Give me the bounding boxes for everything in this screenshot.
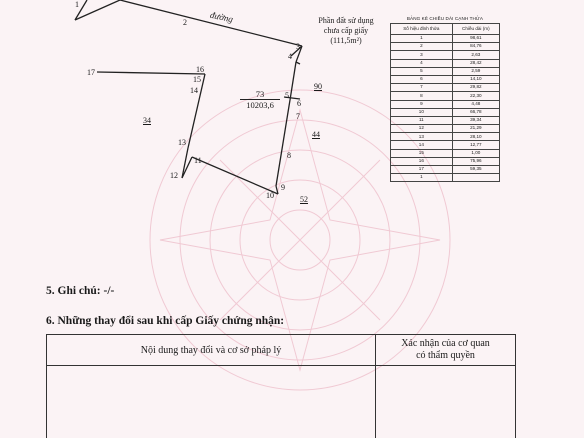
point-label: 8: [287, 151, 291, 160]
table-row: [391, 108, 500, 116]
vertex-cell: 5: [391, 67, 453, 75]
length-cell: 59,35: [452, 166, 499, 174]
table-row: [391, 116, 500, 124]
point-label: 5: [285, 91, 289, 100]
boundary-4-6: [290, 62, 296, 100]
point-label: 11: [194, 156, 202, 165]
boundary-13-12: [182, 148, 188, 178]
parcel-id: [240, 89, 280, 110]
point-label: 13: [178, 138, 186, 147]
length-cell: 1,00: [452, 149, 499, 157]
length-table-grid: [390, 23, 500, 182]
length-cell: 28,42: [452, 59, 499, 67]
length-cell: 84,76: [452, 43, 499, 51]
point-label: 3: [296, 42, 300, 51]
length-cell: 39,34: [452, 116, 499, 124]
point-label: 16: [196, 65, 204, 74]
parcel-area: 10203,6: [246, 100, 274, 110]
vertex-cell: 11: [391, 116, 453, 124]
area-note-line-1: Phần đất sử dụng: [318, 16, 374, 25]
vertex-cell: 4: [391, 59, 453, 67]
length-cell: 12,77: [452, 141, 499, 149]
neighbor-parcel-label: 34: [143, 116, 151, 125]
vertex-cell: 17: [391, 166, 453, 174]
point-label: 6: [297, 99, 301, 108]
vertex-cell: 10: [391, 108, 453, 116]
point-label: 7: [296, 112, 300, 121]
confirm-header-line-2: có thẩm quyền: [416, 350, 475, 361]
point-label: 12: [170, 171, 178, 180]
area-note-line-2: chưa cấp giấy: [323, 26, 369, 35]
point-label: 17: [87, 68, 95, 77]
table-row: [391, 141, 500, 149]
boundary-3b: [296, 62, 300, 64]
neighbor-parcel-label: 52: [300, 195, 308, 204]
vertex-cell: 1: [391, 174, 453, 182]
length-cell: 66,78: [452, 108, 499, 116]
point-label: 10: [266, 191, 274, 200]
changes-content-header: Nội dung thay đổi và cơ sở pháp lý: [47, 335, 376, 366]
vertex-cell: 9: [391, 100, 453, 108]
neighbor-parcel-label: 44: [312, 130, 320, 139]
changes-confirm-header: [376, 335, 515, 366]
table-row: [391, 149, 500, 157]
length-cell: 4,48: [452, 100, 499, 108]
confirm-header-line-1: Xác nhận của cơ quan: [401, 338, 490, 349]
table-row: [391, 92, 500, 100]
length-cell: 98,61: [452, 35, 499, 43]
length-cell: 2,63: [452, 51, 499, 59]
table-row: [391, 51, 500, 59]
area-note-line-3: (111,5m²): [330, 36, 362, 45]
boundary-6-9: [276, 100, 290, 186]
note-section: 5. Ghi chú: -/-: [46, 285, 115, 297]
table-row: [391, 67, 500, 75]
table-row: [391, 125, 500, 133]
changes-title: 6. Những thay đổi sau khi cấp Giấy chứng nhận:: [46, 315, 285, 327]
table-row: [391, 157, 500, 165]
length-cell: 75,96: [452, 157, 499, 165]
table-row: [391, 133, 500, 141]
column-divider: [375, 365, 376, 438]
neighbor-parcel-label: 90: [314, 82, 322, 91]
point-label: 14: [190, 86, 198, 95]
boundary-17-16: [97, 72, 205, 74]
vertex-cell: 7: [391, 84, 453, 92]
point-label: 15: [193, 75, 201, 84]
length-cell: 14,10: [452, 75, 499, 83]
length-cell: 21,29: [452, 125, 499, 133]
length-cell: [452, 174, 499, 182]
boundary-11-10: [192, 157, 278, 194]
vertex-cell: 8: [391, 92, 453, 100]
vertex-cell: 1: [391, 35, 453, 43]
point-label: 2: [183, 18, 187, 27]
vertex-cell: 12: [391, 125, 453, 133]
point-label: 9: [281, 183, 285, 192]
point-label: 4: [288, 52, 292, 61]
vertex-cell: 14: [391, 141, 453, 149]
table-title: BẢNG KÊ CHIỀU DÀI CẠNH THỬA: [406, 16, 484, 21]
vertex-cell: 6: [391, 75, 453, 83]
road-label: đường: [209, 9, 235, 25]
area-note: [306, 16, 386, 46]
table-header: Chiều dài (m): [452, 24, 499, 35]
parcel-number: 73: [240, 89, 280, 100]
table-row: [391, 84, 500, 92]
table-row: [391, 100, 500, 108]
boundary-road: [120, 0, 302, 46]
length-cell: 28,10: [452, 133, 499, 141]
vertex-cell: 15: [391, 149, 453, 157]
point-label: 1: [75, 0, 79, 9]
table-row: [391, 75, 500, 83]
length-cell: 22,30: [452, 92, 499, 100]
edge-length-table: [390, 16, 500, 182]
vertex-cell: 13: [391, 133, 453, 141]
length-cell: 29,82: [452, 84, 499, 92]
length-cell: 2,59: [452, 67, 499, 75]
table-header: Số hiệu đỉnh thửa: [391, 24, 453, 35]
vertex-cell: 2: [391, 43, 453, 51]
table-row: [391, 35, 500, 43]
table-row: [391, 166, 500, 174]
changes-table: [46, 334, 516, 438]
table-row: [391, 43, 500, 51]
vertex-cell: 16: [391, 157, 453, 165]
table-row: [391, 59, 500, 67]
table-row: [391, 174, 500, 182]
vertex-cell: 3: [391, 51, 453, 59]
